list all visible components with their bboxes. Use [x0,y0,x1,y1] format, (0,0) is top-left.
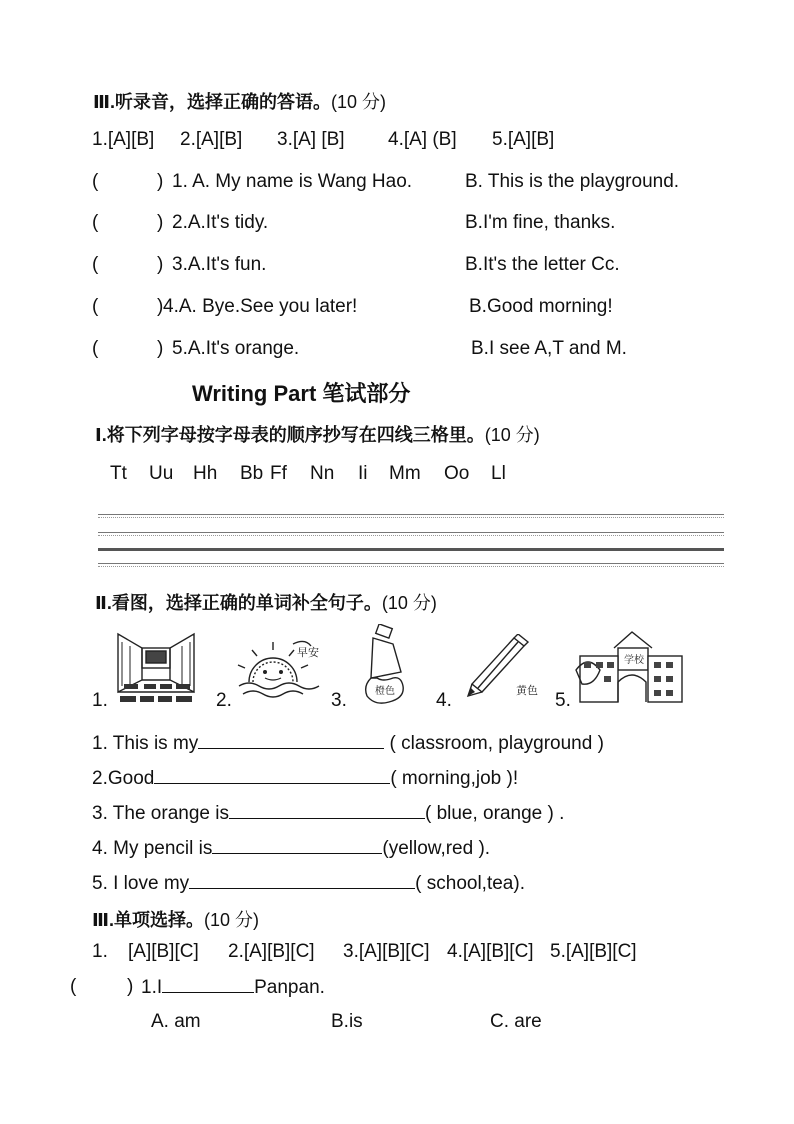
choice-option: 5.[A][B][C] [550,941,637,962]
listening-heading-text: Ⅲ.听录音，选择正确的答语。 [93,92,332,112]
letter-pair: Nn [310,463,335,484]
question-stem-a: 2.A.It's tidy. [172,212,269,233]
choice-option-b: B.is [331,1011,363,1032]
writing-part-title: Writing Part 笔试部分 [192,381,411,406]
copy-letters-heading [95,421,540,447]
picture-number: 1. [92,690,108,711]
pencil-label: 黄色 [516,684,538,697]
choice-option: 4.[A][B][C] [447,941,534,962]
sunrise-picture [235,636,327,704]
picture-number: 5. [555,690,571,711]
sentence-before: 3. The orange is [92,803,229,824]
sentence-after: ( school,tea). [415,873,525,894]
letter-pair: Uu [149,463,174,484]
answer-paren-open: ( [92,212,99,233]
choice-option: 1. [92,941,108,962]
sentence-before: 4. My pencil is [92,838,213,859]
choice-option: 3.[A][B][C] [343,941,430,962]
letter-pair: Ii [358,463,368,484]
listening-option-5: 5.[A][B] [492,129,555,150]
single-choice-heading [92,906,259,932]
picture-words-score: (10 分) [381,593,437,613]
picture-number: 2. [216,690,232,711]
question-stem-a: 3.A.It's fun. [172,254,267,275]
grid-line [98,532,724,533]
answer-blank[interactable] [198,732,384,749]
picture-words-heading [95,589,437,615]
picture-number: 4. [436,690,452,711]
stem-after: Panpan. [254,977,325,998]
school-label: 学校 [624,655,644,666]
question-option-b: B. This is the playground. [465,171,680,192]
sentence-before: 1. This is my [92,733,199,754]
letter-pair: Ll [491,463,506,484]
letter-pair: Oo [444,463,470,484]
answer-blank[interactable] [162,976,254,993]
question-stem [141,976,325,999]
grid-line [98,563,724,564]
copy-letters-score: (10 分) [484,425,540,445]
answer-paren-open: ( [92,338,99,359]
grid-line [98,514,724,515]
answer-paren-close: ) [157,171,164,192]
answer-paren-open: ( [92,171,99,192]
letter-pair: Hh [193,463,218,484]
sentence-after: ( classroom, playground ) [384,733,604,754]
sentence-after: (yellow,red ). [382,838,491,859]
question-stem-a: 4.A. Bye.See you later! [163,296,358,317]
grid-line [98,566,724,567]
grid-line [98,517,724,518]
question-option-b: B.I see A,T and M. [471,338,627,359]
fill-sentence [92,802,564,825]
answer-blank[interactable] [229,802,425,819]
sun-label: 早安 [297,646,319,659]
sentence-before: 2.Good [92,768,155,789]
answer-blank[interactable] [154,767,390,784]
letter-pair: Mm [389,463,421,484]
answer-paren-close: ) [157,254,164,275]
paint-tube-picture [353,624,417,708]
listening-option-2: 2.[A][B] [180,129,243,150]
letter-pair: Tt [110,463,127,484]
grid-line [98,548,724,551]
answer-paren-close: ) [157,296,164,317]
choice-option-c: C. are [490,1011,542,1032]
grid-line [98,535,724,536]
question-option-b: B.It's the letter Cc. [465,254,620,275]
choice-option: 2.[A][B][C] [228,941,315,962]
pencil-picture [462,634,554,704]
letter-pair: Ff [270,463,287,484]
listening-option-4: 4.[A] (B] [388,129,457,150]
four-line-grid[interactable] [98,514,724,570]
answer-paren-open: ( [92,296,99,317]
choice-option-a: A. am [151,1011,201,1032]
listening-option-1: 1.[A][B] [92,129,155,150]
listening-score: (10 分) [331,92,387,112]
answer-paren-close: ) [127,976,134,997]
answer-paren-open: ( [70,976,77,997]
answer-blank[interactable] [212,837,382,854]
question-option-b: B.Good morning! [469,296,613,317]
letter-pair: Bb [240,463,264,484]
listening-heading [93,88,386,114]
stem-before: 1.I [141,977,163,998]
copy-letters-heading-text: Ⅰ.将下列字母按字母表的顺序抄写在四线三格里。 [95,425,485,445]
school-picture [574,626,686,706]
question-option-b: B.I'm fine, thanks. [465,212,616,233]
single-choice-heading-text: Ⅲ.单项选择。 [92,910,205,930]
fill-sentence [92,767,518,790]
fill-sentence [92,872,525,895]
question-stem-a: 1. A. My name is Wang Hao. [172,171,413,192]
sentence-after: ( morning,job )! [390,768,519,789]
fill-sentence [92,732,604,755]
sentence-before: 5. I love my [92,873,190,894]
answer-paren-close: ) [157,212,164,233]
fill-sentence [92,837,490,860]
classroom-picture [112,630,200,708]
picture-number: 3. [331,690,347,711]
answer-paren-open: ( [92,254,99,275]
choice-option: [A][B][C] [128,941,199,962]
listening-option-3: 3.[A] [B] [277,129,345,150]
sentence-after: ( blue, orange ) . [424,803,565,824]
answer-blank[interactable] [189,872,415,889]
answer-paren-close: ) [157,338,164,359]
paint-label: 橙色 [375,686,395,697]
single-choice-score: (10 分) [204,910,260,930]
picture-words-heading-text: Ⅱ.看图，选择正确的单词补全句子。 [95,593,382,613]
question-stem-a: 5.A.It's orange. [172,338,300,359]
